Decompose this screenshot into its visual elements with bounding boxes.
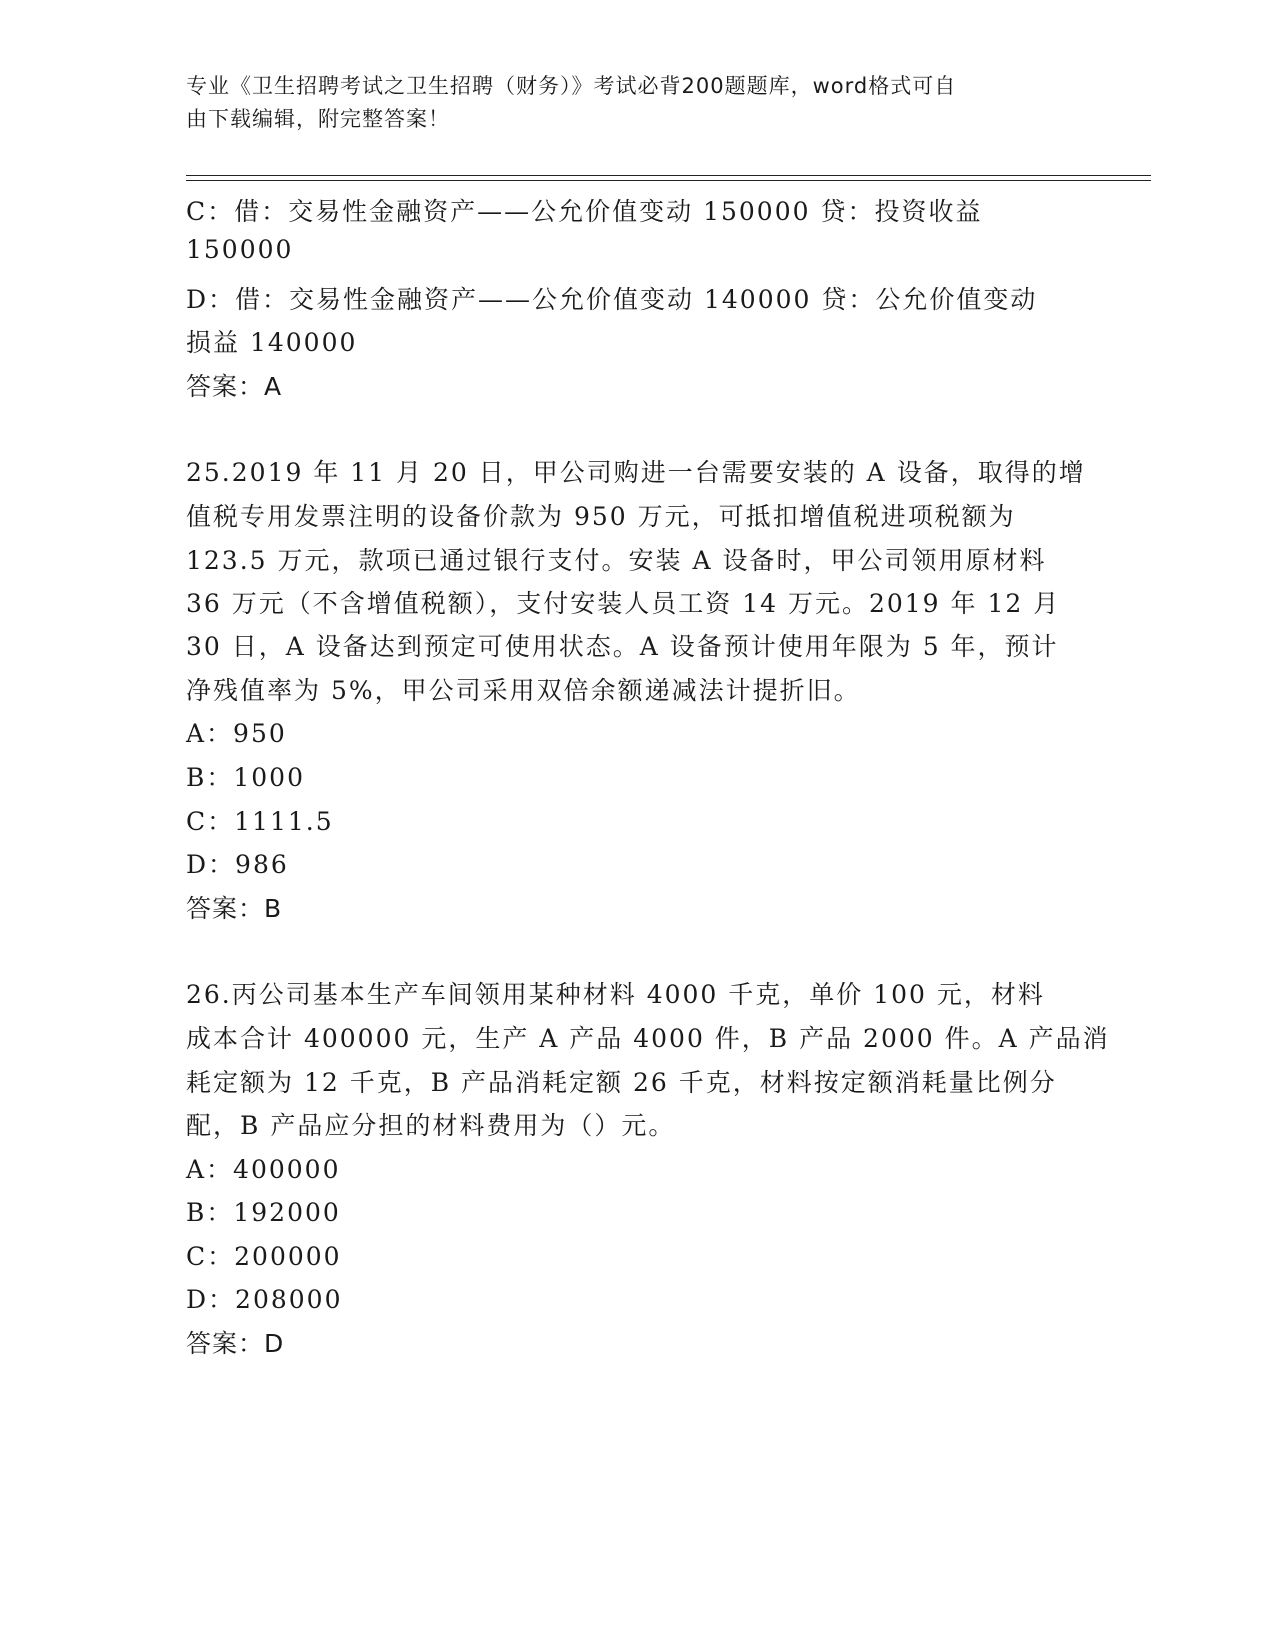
question-25-line: 123.5 万元，款项已通过银行支付。安装 A 设备时，甲公司领用原材料 bbox=[186, 546, 1047, 575]
header-divider-bottom bbox=[186, 180, 1151, 181]
question-26-line: 耗定额为 12 千克，B 产品消耗定额 26 千克，材料按定额消耗量比例分 bbox=[186, 1068, 1057, 1097]
question-25-line: 25.2019 年 11 月 20 日，甲公司购进一台需要安装的 A 设备，取得的增 bbox=[186, 458, 1086, 487]
header-line-1: 专业《卫生招聘考试之卫生招聘（财务）》考试必背200题题库，word格式可自 bbox=[186, 74, 957, 98]
option-d: D：986 bbox=[186, 850, 289, 879]
answer-line: 答案：A bbox=[186, 372, 283, 401]
answer-line: 答案：D bbox=[186, 1329, 285, 1358]
header-divider-top bbox=[186, 175, 1151, 176]
question-25-line: 值税专用发票注明的设备价款为 950 万元，可抵扣增值税进项税额为 bbox=[186, 502, 1016, 531]
option-c-continued: 150000 bbox=[186, 235, 294, 264]
option-d: D：借：交易性金融资产——公允价值变动 140000 贷：公允价值变动 bbox=[186, 285, 1038, 314]
option-b: B：1000 bbox=[186, 763, 305, 792]
answer-line: 答案：B bbox=[186, 894, 283, 923]
option-b: B：192000 bbox=[186, 1198, 341, 1227]
document-header bbox=[186, 70, 1066, 136]
option-d: D：208000 bbox=[186, 1285, 343, 1314]
option-c: C：200000 bbox=[186, 1242, 342, 1271]
question-26-line: 配，B 产品应分担的材料费用为（）元。 bbox=[186, 1111, 676, 1140]
option-d-continued: 损益 140000 bbox=[186, 328, 358, 357]
option-a: A：950 bbox=[186, 719, 287, 748]
question-25-line: 净残值率为 5%，甲公司采用双倍余额递减法计提折旧。 bbox=[186, 676, 861, 705]
header-line-2: 由下载编辑，附完整答案！ bbox=[186, 107, 450, 131]
question-26-line: 26.丙公司基本生产车间领用某种材料 4000 千克，单价 100 元，材料 bbox=[186, 980, 1045, 1009]
question-25-line: 36 万元（不含增值税额），支付安装人员工资 14 万元。2019 年 12 月 bbox=[186, 589, 1061, 618]
option-c: C：借：交易性金融资产——公允价值变动 150000 贷：投资收益 bbox=[186, 197, 983, 226]
option-a: A：400000 bbox=[186, 1155, 341, 1184]
question-26-line: 成本合计 400000 元，生产 A 产品 4000 件，B 产品 2000 件。A 产品消 bbox=[186, 1024, 1110, 1053]
option-c: C：1111.5 bbox=[186, 807, 334, 836]
question-25-line: 30 日，A 设备达到预定可使用状态。A 设备预计使用年限为 5 年，预计 bbox=[186, 632, 1059, 661]
